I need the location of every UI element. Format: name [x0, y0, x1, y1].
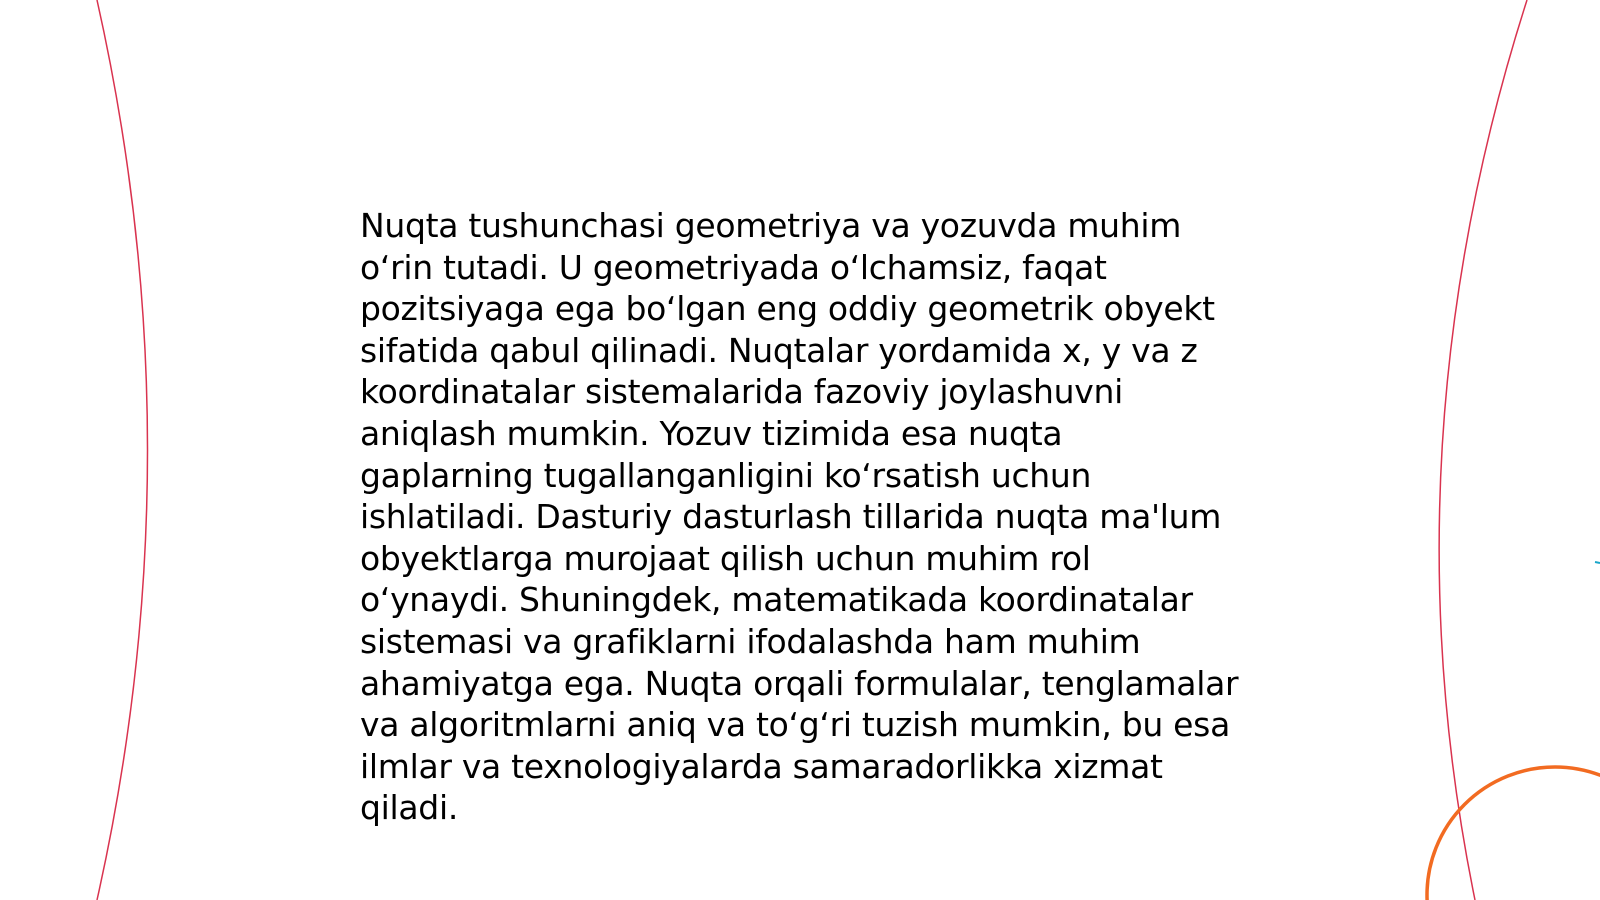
text-line: pozitsiyaga ega bo‘lgan eng oddiy geometrik obyekt [360, 289, 1215, 329]
text-line: qiladi. [360, 788, 459, 828]
text-line: sistemasi va grafiklarni ifodalashda ham muhim [360, 621, 1141, 661]
text-line: ahamiyatga ega. Nuqta orqali formulalar, tenglamalar [360, 663, 1239, 703]
accent-tick-decoration [1595, 562, 1600, 563]
text-line: koordinatalar sistemalarida fazoviy joylashuvni [360, 372, 1123, 412]
body-text [360, 205, 1240, 829]
text-line: sifatida qabul qilinadi. Nuqtalar yordamida x, y va z [360, 330, 1198, 370]
text-line: va algoritmlarni aniq va to‘g‘ri tuzish mumkin, bu esa [360, 705, 1230, 745]
text-line: ishlatiladi. Dasturiy dasturlash tillarida nuqta ma'lum [360, 497, 1222, 537]
text-line: gaplarning tugallanganligini ko‘rsatish uchun [360, 455, 1092, 495]
text-line: Nuqta tushunchasi geometriya va yozuvda muhim [360, 206, 1182, 245]
orange-circle-decoration [1427, 767, 1600, 900]
text-line: o‘rin tutadi. U geometriyada o‘lchamsiz, faqat [360, 247, 1107, 287]
text-line: obyektlarga murojaat qilish uchun muhim rol [360, 538, 1091, 578]
left-curve-decoration [97, 0, 148, 900]
text-line: ilmlar va texnologiyalarda samaradorlikka xizmat [360, 746, 1163, 786]
right-curve-decoration [1439, 0, 1527, 900]
text-line: o‘ynaydi. Shuningdek, matematikada koordinatalar [360, 580, 1193, 620]
text-line: aniqlash mumkin. Yozuv tizimida esa nuqta [360, 413, 1063, 453]
